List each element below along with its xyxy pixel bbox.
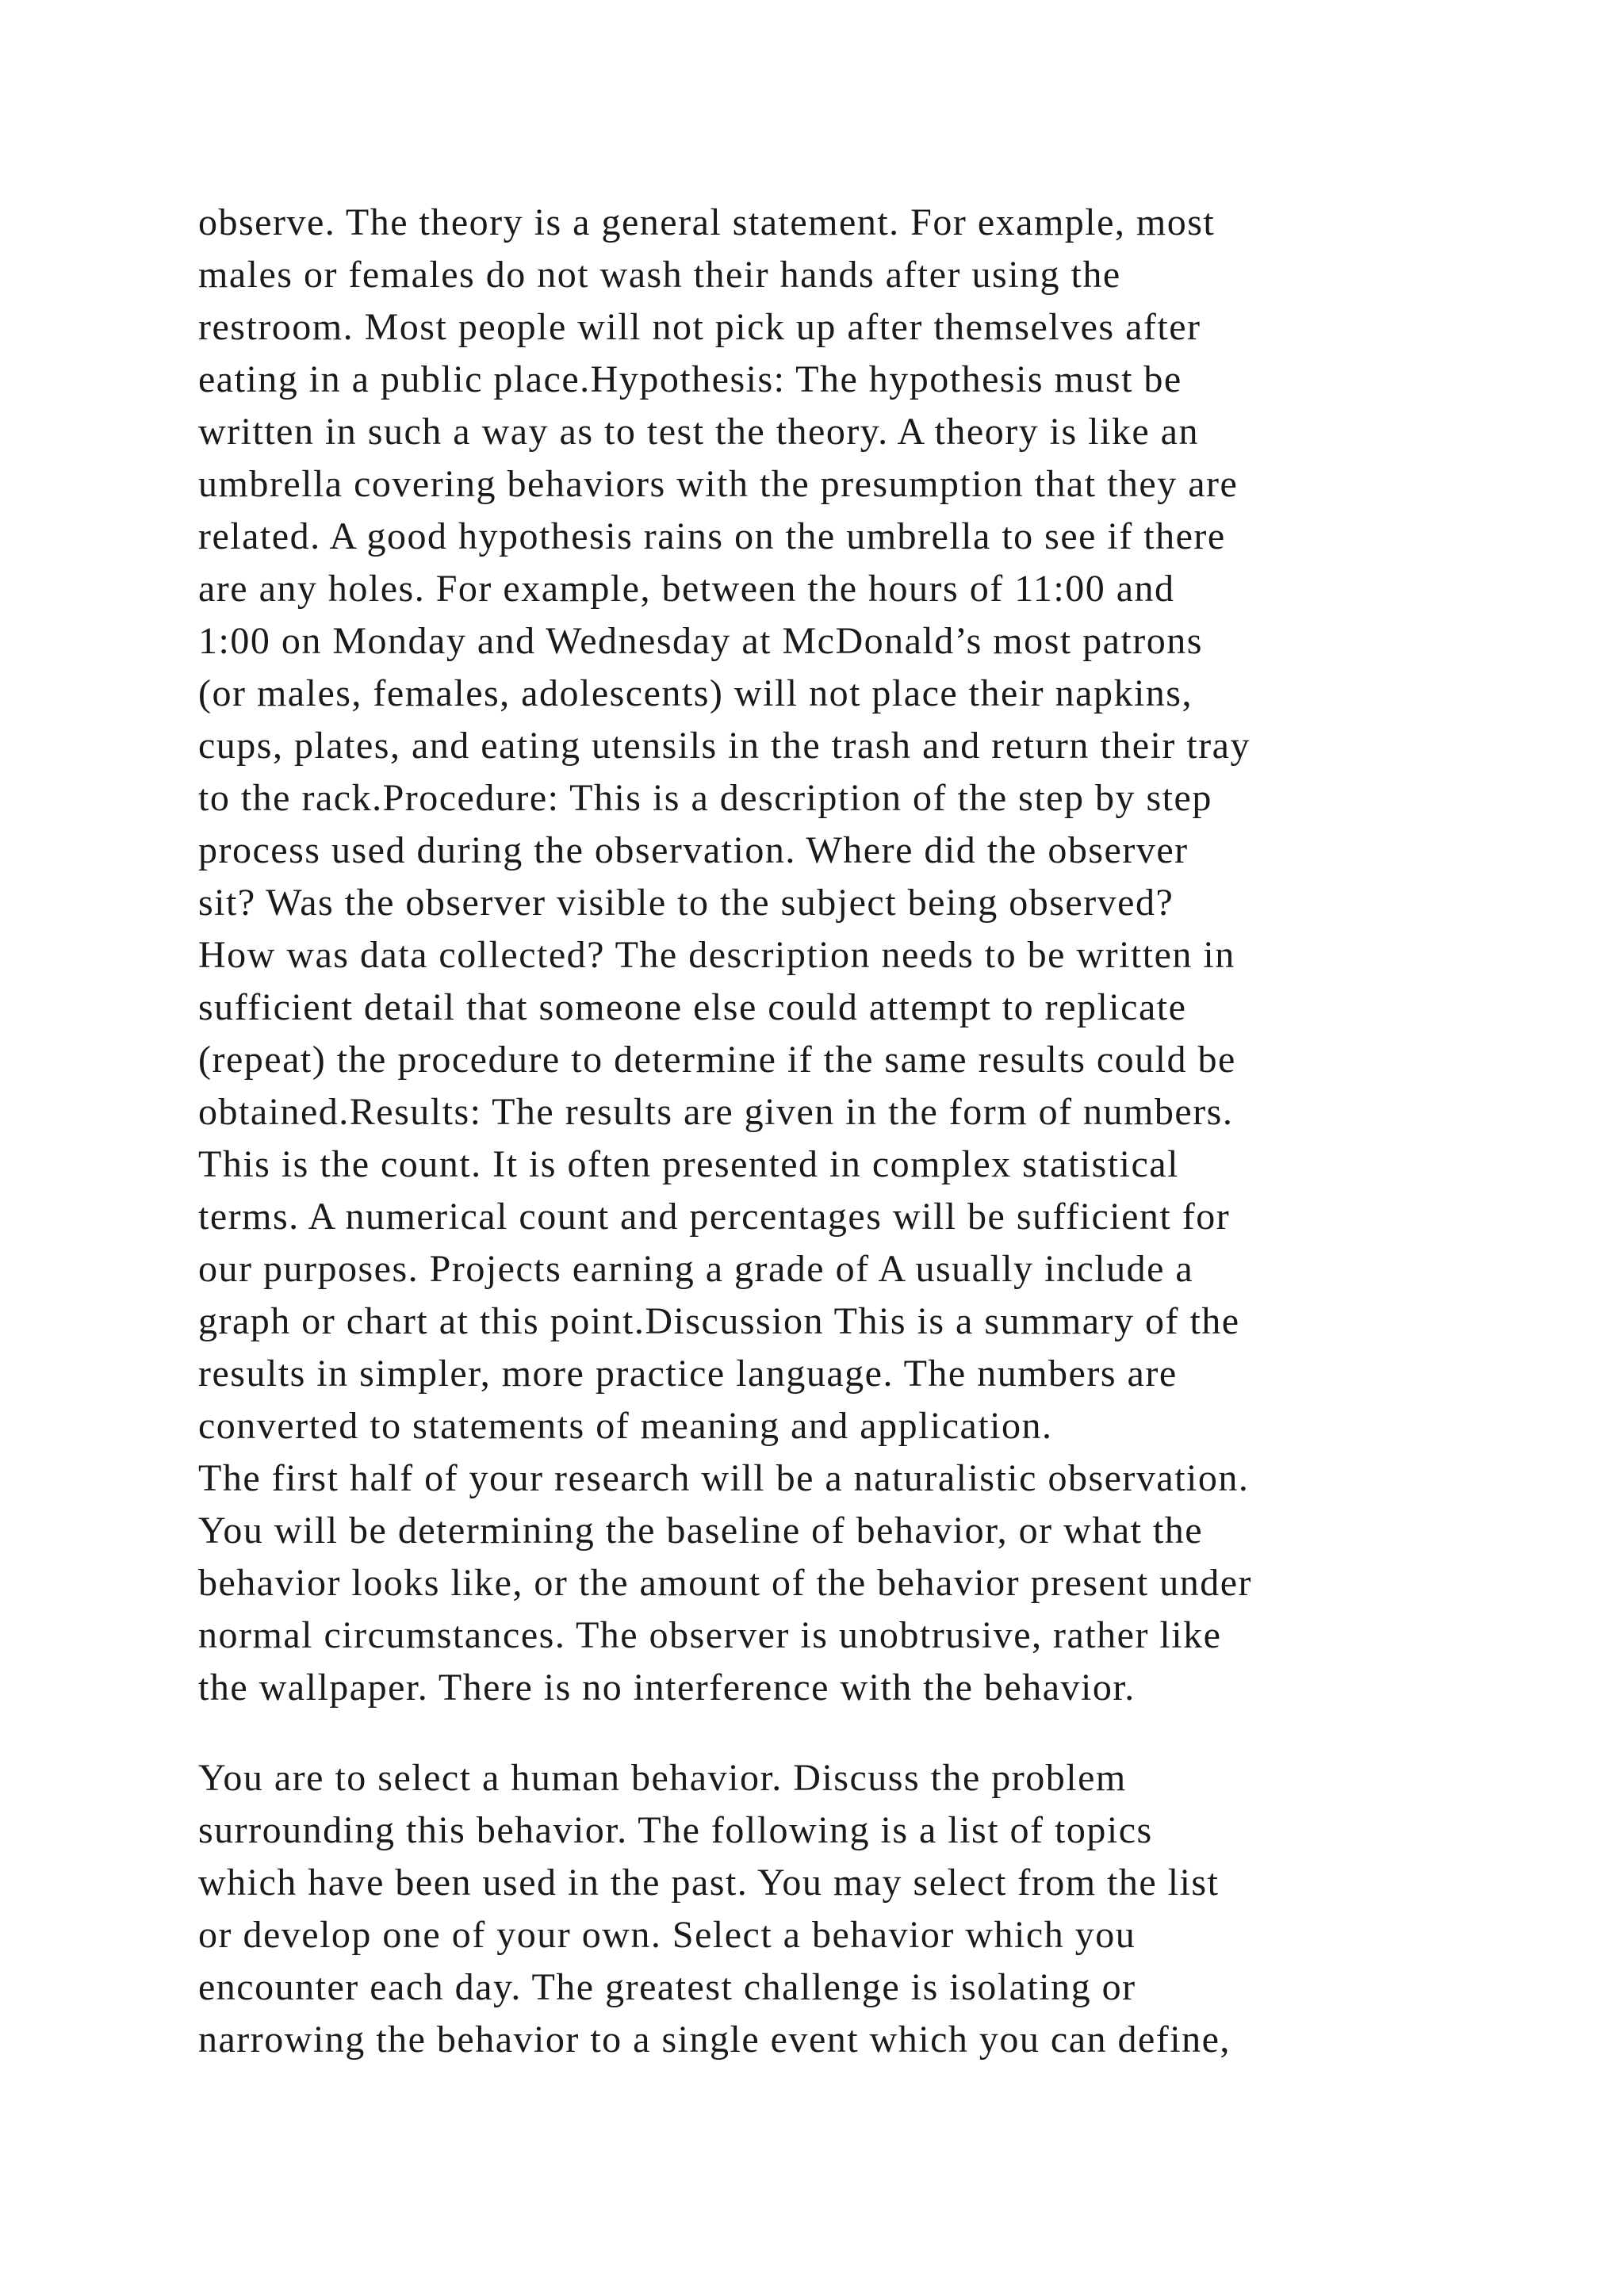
text-line: eating in a public place.Hypothesis: The hypothesis must be bbox=[198, 358, 1182, 400]
text-line: terms. A numerical count and percentages will be sufficient for bbox=[198, 1196, 1231, 1238]
text-line: (or males, females, adolescents) will not place their napkins, bbox=[198, 672, 1193, 714]
text-line: obtained.Results: The results are given in the form of numbers. bbox=[198, 1091, 1234, 1133]
text-line: restroom. Most people will not pick up after themselves after bbox=[198, 306, 1201, 348]
text-line: graph or chart at this point.Discussion This is a summary of the bbox=[198, 1300, 1240, 1342]
text-line: related. A good hypothesis rains on the umbrella to see if there bbox=[198, 515, 1226, 557]
text-line: observe. The theory is a general statement. For example, most bbox=[198, 201, 1216, 243]
text-line: are any holes. For example, between the hours of 11:00 and bbox=[198, 568, 1175, 610]
text-line: This is the count. It is often presented in complex statistical bbox=[198, 1143, 1179, 1185]
text-line: or develop one of your own. Select a behavior which you bbox=[198, 1914, 1136, 1956]
text-line: 1:00 on Monday and Wednesday at McDonald’s most patrons bbox=[198, 620, 1203, 662]
text-line: cups, plates, and eating utensils in the trash and return their tray bbox=[198, 725, 1251, 767]
text-line: process used during the observation. Where did the observer bbox=[198, 829, 1189, 871]
text-line: written in such a way as to test the theory. A theory is like an bbox=[198, 411, 1199, 453]
text-line: males or females do not wash their hands after using the bbox=[198, 254, 1121, 296]
body-paragraph-2 bbox=[198, 1752, 1499, 2066]
text-line: results in simpler, more practice language. The numbers are bbox=[198, 1353, 1178, 1395]
text-line: (repeat) the procedure to determine if the same results could be bbox=[198, 1039, 1236, 1081]
text-line: the wallpaper. There is no interference with the behavior. bbox=[198, 1667, 1136, 1709]
text-line: normal circumstances. The observer is unobtrusive, rather like bbox=[198, 1614, 1222, 1656]
text-line: sufficient detail that someone else could attempt to replicate bbox=[198, 986, 1187, 1028]
text-line: You are to select a human behavior. Discuss the problem bbox=[198, 1757, 1127, 1799]
text-line: our purposes. Projects earning a grade of A usually include a bbox=[198, 1248, 1194, 1290]
text-line: behavior looks like, or the amount of the behavior present under bbox=[198, 1562, 1252, 1604]
body-paragraph-1 bbox=[198, 197, 1499, 1714]
text-line: surrounding this behavior. The following is a list of topics bbox=[198, 1809, 1153, 1851]
text-line: You will be determining the baseline of behavior, or what the bbox=[198, 1510, 1204, 1552]
text-line: sit? Was the observer visible to the subject being observed? bbox=[198, 882, 1174, 924]
text-line: umbrella covering behaviors with the presumption that they are bbox=[198, 463, 1239, 505]
text-line: How was data collected? The description needs to be written in bbox=[198, 934, 1235, 976]
text-line: encounter each day. The greatest challenge is isolating or bbox=[198, 1966, 1136, 2008]
text-line: which have been used in the past. You may select from the list bbox=[198, 1862, 1220, 1904]
text-line: narrowing the behavior to a single event which you can define, bbox=[198, 2019, 1231, 2061]
text-line: The first half of your research will be a naturalistic observation. bbox=[198, 1457, 1250, 1499]
text-line: to the rack.Procedure: This is a description of the step by step bbox=[198, 777, 1212, 819]
text-line: converted to statements of meaning and application. bbox=[198, 1405, 1053, 1447]
